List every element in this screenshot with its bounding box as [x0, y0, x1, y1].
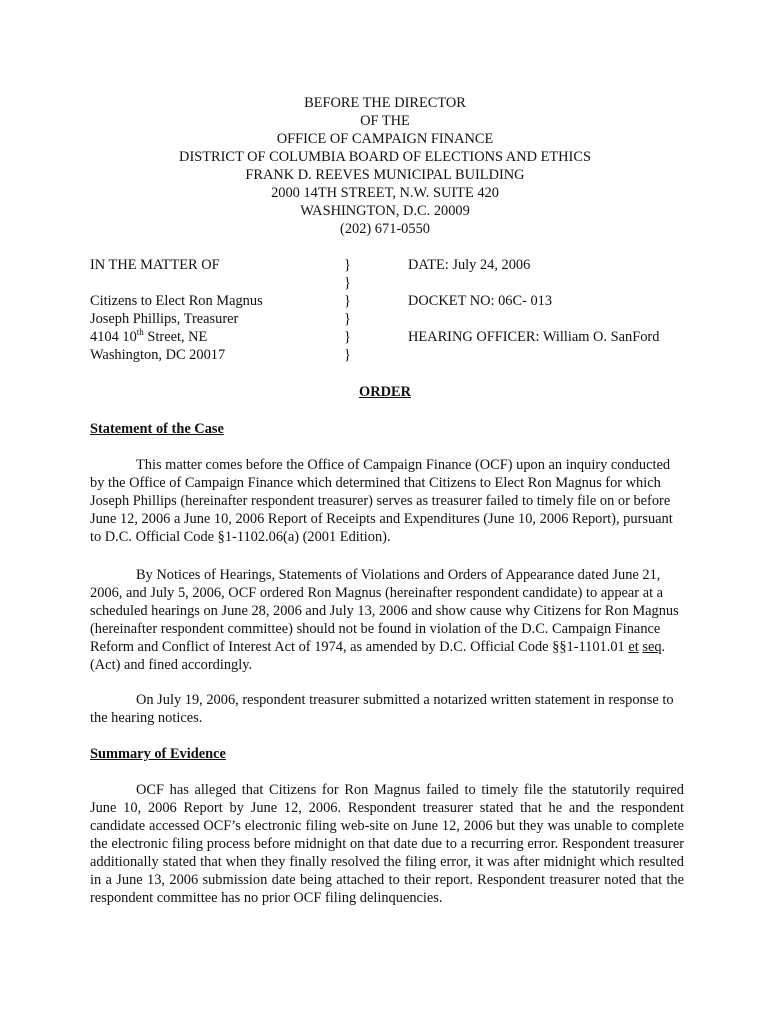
brace: }: [344, 257, 351, 273]
order-title: ORDER: [359, 384, 411, 400]
header-line-building: FRANK D. REEVES MUNICIPAL BUILDING: [245, 167, 525, 183]
et-seq-seq: seq: [642, 639, 662, 655]
brace: }: [344, 311, 351, 327]
docket-number: DOCKET NO: 06C- 013: [408, 293, 553, 309]
hearing-officer: HEARING OFFICER: William O. SanFord: [408, 329, 660, 345]
brace: }: [344, 329, 351, 345]
brace: }: [344, 347, 351, 363]
header-line-of-the: OF THE: [360, 113, 410, 129]
matter-label: IN THE MATTER OF: [90, 257, 220, 273]
caption-parties: [90, 256, 330, 364]
order-date: DATE: July 24, 2006: [408, 257, 531, 273]
brace: }: [344, 293, 351, 309]
brace: }: [344, 275, 351, 291]
header-line-phone: (202) 671-0550: [340, 221, 430, 237]
header-line-city: WASHINGTON, D.C. 20009: [300, 203, 470, 219]
party-address: 4104 10th Street, NE: [90, 327, 208, 345]
treasurer-name: Joseph Phillips, Treasurer: [90, 311, 239, 327]
caption-details: [408, 256, 728, 346]
document-header: [0, 94, 770, 238]
statement-paragraph-2: By Notices of Hearings, Statements of Violations and Orders of Appearance dated June 21, 2006, and July 5, 2006, OCF ordered Ron Magnus (hereinafter respondent candidate) to appear at a scheduled hearings on June 28, 2006 and July 13, 2006 and show cause why Citizens for Ron Magnus (hereinafter respondent committee) should not be found in violation of the D.C. Campaign Finance Reform and Conflict of Interest Act of 1974, as amended by D.C. Official Code §§1-1101.01 et seq. (Act) and fined accordingly.: [90, 567, 679, 673]
party-name: Citizens to Elect Ron Magnus: [90, 293, 263, 309]
summary-of-evidence-heading: Summary of Evidence: [90, 746, 226, 762]
caption-braces: [344, 256, 358, 364]
statement-of-case-heading: Statement of the Case: [90, 421, 224, 437]
statement-paragraph-3: On July 19, 2006, respondent treasurer submitted a notarized written statement in response to the hearing notices.: [90, 692, 674, 726]
party-city: Washington, DC 20017: [90, 347, 226, 363]
et-seq-et: et: [628, 639, 639, 655]
statement-paragraph-1: This matter comes before the Office of Campaign Finance (OCF) upon an inquiry conducted by the Office of Campaign Finance which determined that Citizens to Elect Ron Magnus for which Joseph Phillips (hereinafter respondent treasurer) serves as treasurer failed to timely file on or before June 12, 2006 a June 10, 2006 Report of Receipts and Expenditures (June 10, 2006 Report), pursuant to D.C. Official Code §1-1102.06(a) (2001 Edition).: [90, 457, 673, 545]
header-line-office: OFFICE OF CAMPAIGN FINANCE: [276, 131, 494, 147]
case-caption: [90, 256, 710, 368]
header-line-board: DISTRICT OF COLUMBIA BOARD OF ELECTIONS AND ETHICS: [179, 149, 591, 165]
header-line-street: 2000 14TH STREET, N.W. SUITE 420: [271, 185, 499, 201]
header-line-director: BEFORE THE DIRECTOR: [304, 95, 466, 111]
evidence-paragraph-1: OCF has alleged that Citizens for Ron Magnus failed to timely file the statutorily required June 10, 2006 Report by June 12, 2006. Respondent treasurer stated that he and the respondent candidate accessed OCF’s electronic filing web-site on June 12, 2006 but they was unable to complete the electronic filing process before midnight on that date due to a recurring error. Respondent treasurer additionally stated that when they finally resolved the filing error, it was after midnight which resulted in a June 13, 2006 submission date being attached to their report. Respondent treasurer noted that the respondent committee has no prior OCF filing delinquencies.: [90, 782, 684, 906]
